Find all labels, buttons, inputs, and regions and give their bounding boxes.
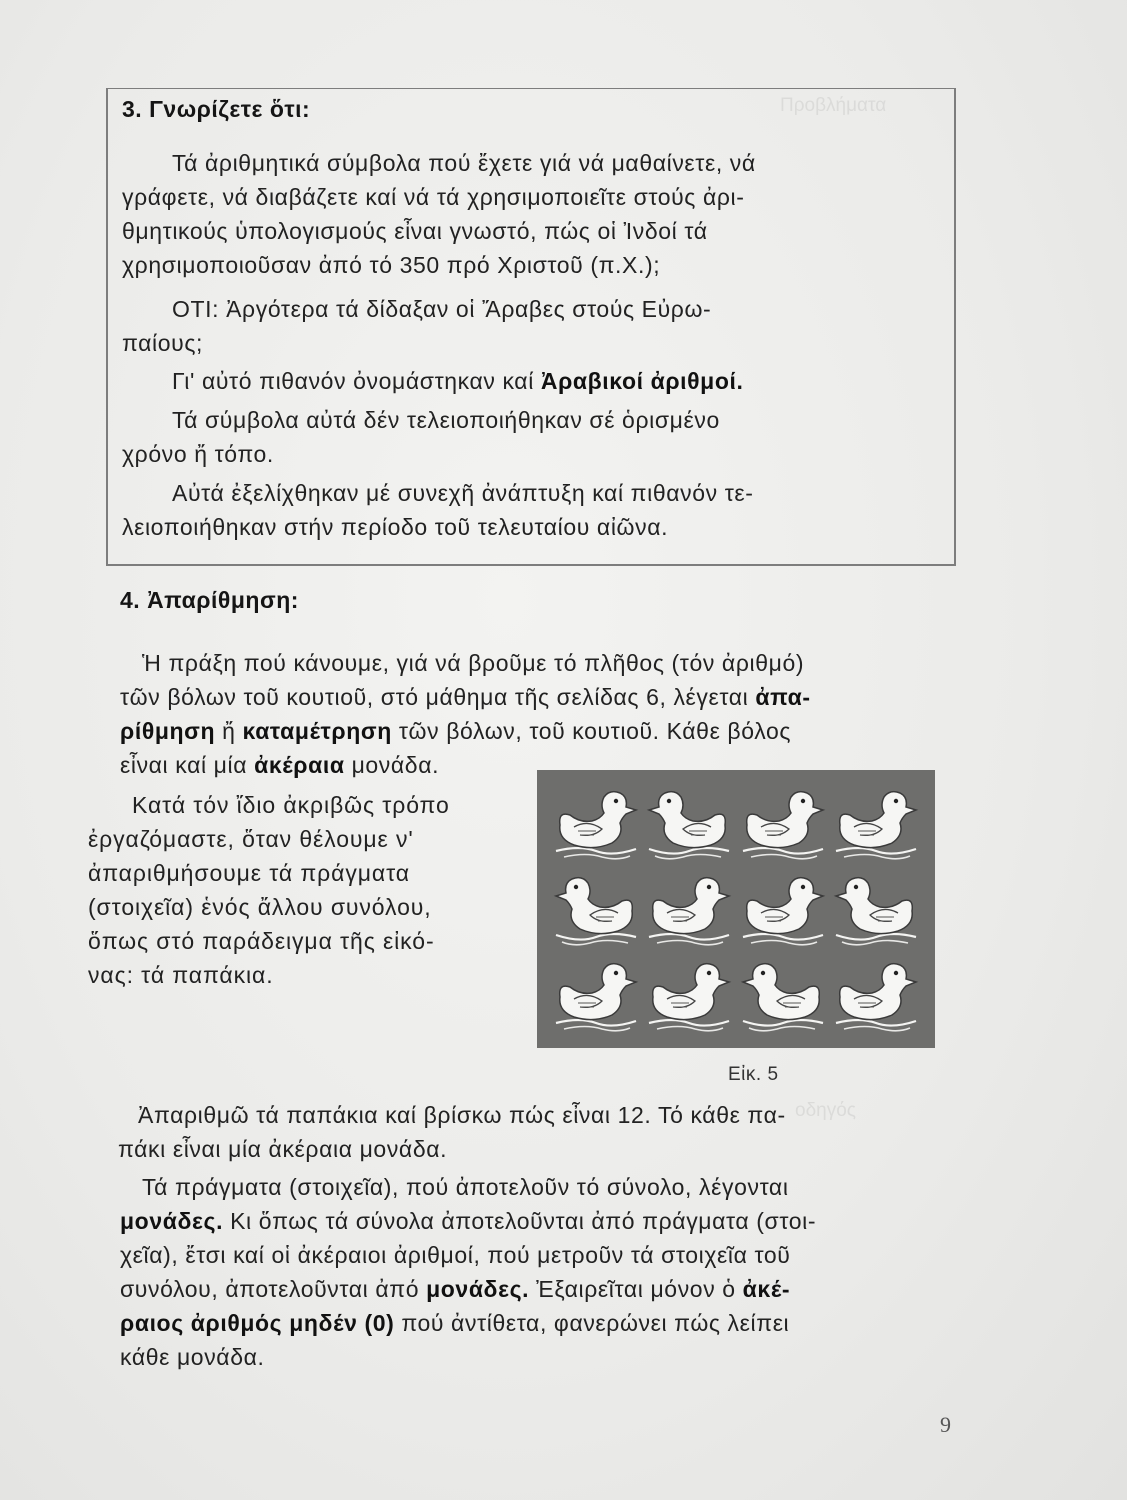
duck-cell: [643, 952, 737, 1038]
text-line: χρησιμοποιοῦσαν ἀπό τό 350 πρό Χριστοῦ (π.Χ.);: [122, 252, 661, 278]
text-line: Ἡ πράξη πού κάνουμε, γιά νά βροῦμε τό πλῆθος (τόν ἀριθμό): [142, 650, 805, 676]
text-line: πάκι εἶναι μία ἀκέραια μονάδα.: [118, 1136, 448, 1162]
section-4-paragraph-3: [118, 1098, 948, 1166]
text-line: Αὐτά ἐξελίχθηκαν μέ συνεχῆ ἀνάπτυξη καί πιθανόν τε-: [172, 480, 754, 506]
term-bold: ἀπα-: [755, 684, 811, 710]
text-span: Ἐξαιρεῖται μόνον ὁ: [529, 1276, 743, 1302]
text-line: Ἀπαριθμῶ τά παπάκια καί βρίσκω πώς εἶναι 12. Τό κάθε πα-: [138, 1102, 786, 1128]
section-3-paragraph-2: [122, 292, 922, 360]
show-through-text: οδηγός: [795, 1100, 856, 1121]
duck-icon: [550, 785, 642, 861]
section-4-paragraph-2: [88, 788, 518, 992]
duck-icon: [830, 957, 922, 1033]
text-span: ἤ: [215, 718, 243, 744]
section-4-heading: 4. Ἀπαρίθμηση:: [120, 587, 299, 613]
duck-cell: [549, 866, 643, 952]
duck-icon: [830, 871, 922, 947]
duck-cell: [549, 952, 643, 1038]
text-line: Τά σύμβολα αὐτά δέν τελειοποιήθηκαν σέ ὁρισμένο: [172, 407, 720, 433]
text-line: ἀπαριθμήσουμε τά πράγματα: [88, 860, 410, 886]
text-span: πού ἀντίθετα, φανερώνει πώς λείπει: [394, 1310, 790, 1336]
section-4-paragraph-1: [120, 646, 950, 782]
section-3-paragraph-5: [122, 476, 922, 544]
text-span: τῶν βόλων τοῦ κουτιοῦ, στό μάθημα τῆς σελίδας 6, λέγεται: [120, 684, 756, 710]
duck-icon: [643, 785, 735, 861]
text-span: εἶναι καί μία: [120, 752, 255, 778]
text-line: χρόνο ἤ τόπο.: [122, 441, 274, 467]
duck-cell: [830, 780, 924, 866]
duck-icon: [737, 871, 829, 947]
term-bold: ἀκέ-: [742, 1276, 791, 1302]
duck-cell: [549, 780, 643, 866]
term-bold: μονάδες.: [426, 1276, 530, 1302]
text-span: Γι' αὐτό πιθανόν ὀνομάστηκαν καί: [172, 368, 541, 394]
section-3-paragraph-3: [122, 364, 922, 398]
duck-icon: [550, 957, 642, 1033]
text-line: γράφετε, νά διαβάζετε καί νά τά χρησιμοποιεῖτε στούς ἀρι-: [122, 184, 745, 210]
text-line: παίους;: [122, 330, 203, 356]
text-span: Κι ὅπως τά σύνολα ἀποτελοῦνται ἀπό πράγματα (στοι-: [223, 1208, 817, 1234]
page-number: 9: [940, 1412, 951, 1437]
duck-icon: [643, 871, 735, 947]
ducks-figure: [537, 770, 935, 1048]
section-3-paragraph-1: [122, 146, 922, 282]
text-span: μονάδα.: [344, 752, 440, 778]
text-line: θμητικούς ὑπολογισμούς εἶναι γνωστό, πώς οἱ Ἰνδοί τά: [122, 218, 708, 244]
text-line: ἐργαζόμαστε, ὅταν θέλουμε ν': [88, 826, 414, 852]
duck-icon: [643, 957, 735, 1033]
arabic-numerals-term: Ἀραβικοί ἀριθμοί.: [540, 368, 744, 394]
duck-cell: [736, 780, 830, 866]
text-line: νας: τά παπάκια.: [88, 962, 274, 988]
text-line: (στοιχεῖα) ἑνός ἄλλου συνόλου,: [88, 894, 432, 920]
section-3-heading: 3. Γνωρίζετε ὅτι:: [122, 96, 311, 122]
duck-cell: [643, 780, 737, 866]
term-bold: καταμέτρηση: [242, 718, 392, 744]
text-line: κάθε μονάδα.: [120, 1344, 265, 1370]
duck-icon: [550, 871, 642, 947]
show-through-text: Προβλήματα: [780, 95, 887, 116]
text-line: ΟΤΙ: Ἀργότερα τά δίδαξαν οἱ Ἄραβες στούς Εὐρω-: [172, 296, 712, 322]
text-line: Τά πράγματα (στοιχεῖα), πού ἀποτελοῦν τό σύνολο, λέγονται: [142, 1174, 789, 1200]
section-3-paragraph-4: [122, 403, 922, 471]
term-bold: μονάδες.: [120, 1208, 224, 1234]
text-span: συνόλου, ἀποτελοῦνται ἀπό: [120, 1276, 427, 1302]
duck-cell: [643, 866, 737, 952]
term-bold: ραιος ἀριθμός μηδέν (0): [120, 1310, 395, 1336]
term-bold: ἀκέραια: [254, 752, 345, 778]
duck-cell: [736, 866, 830, 952]
text-line: Κατά τόν ἴδιο ἀκριβῶς τρόπο: [132, 792, 450, 818]
text-line: Τά ἀριθμητικά σύμβολα πού ἔχετε γιά νά μαθαίνετε, νά: [172, 150, 756, 176]
duck-cell: [736, 952, 830, 1038]
figure-caption: Εἰκ. 5: [728, 1064, 779, 1085]
duck-icon: [737, 957, 829, 1033]
duck-cell: [830, 952, 924, 1038]
duck-icon: [737, 785, 829, 861]
text-line: ὅπως στό παράδειγμα τῆς εἰκό-: [88, 928, 435, 954]
duck-cell: [830, 866, 924, 952]
section-4-paragraph-4: [120, 1170, 950, 1374]
text-line: χεῖα), ἔτσι καί οἱ ἀκέραιοι ἀριθμοί, πού μετροῦν τά στοιχεῖα τοῦ: [120, 1242, 791, 1268]
duck-icon: [830, 785, 922, 861]
term-bold: ρίθμηση: [120, 718, 216, 744]
text-span: τῶν βόλων, τοῦ κουτιοῦ. Κάθε βόλος: [391, 718, 792, 744]
text-line: λειοποιήθηκαν στήν περίοδο τοῦ τελευταίου αἰῶνα.: [122, 514, 669, 540]
